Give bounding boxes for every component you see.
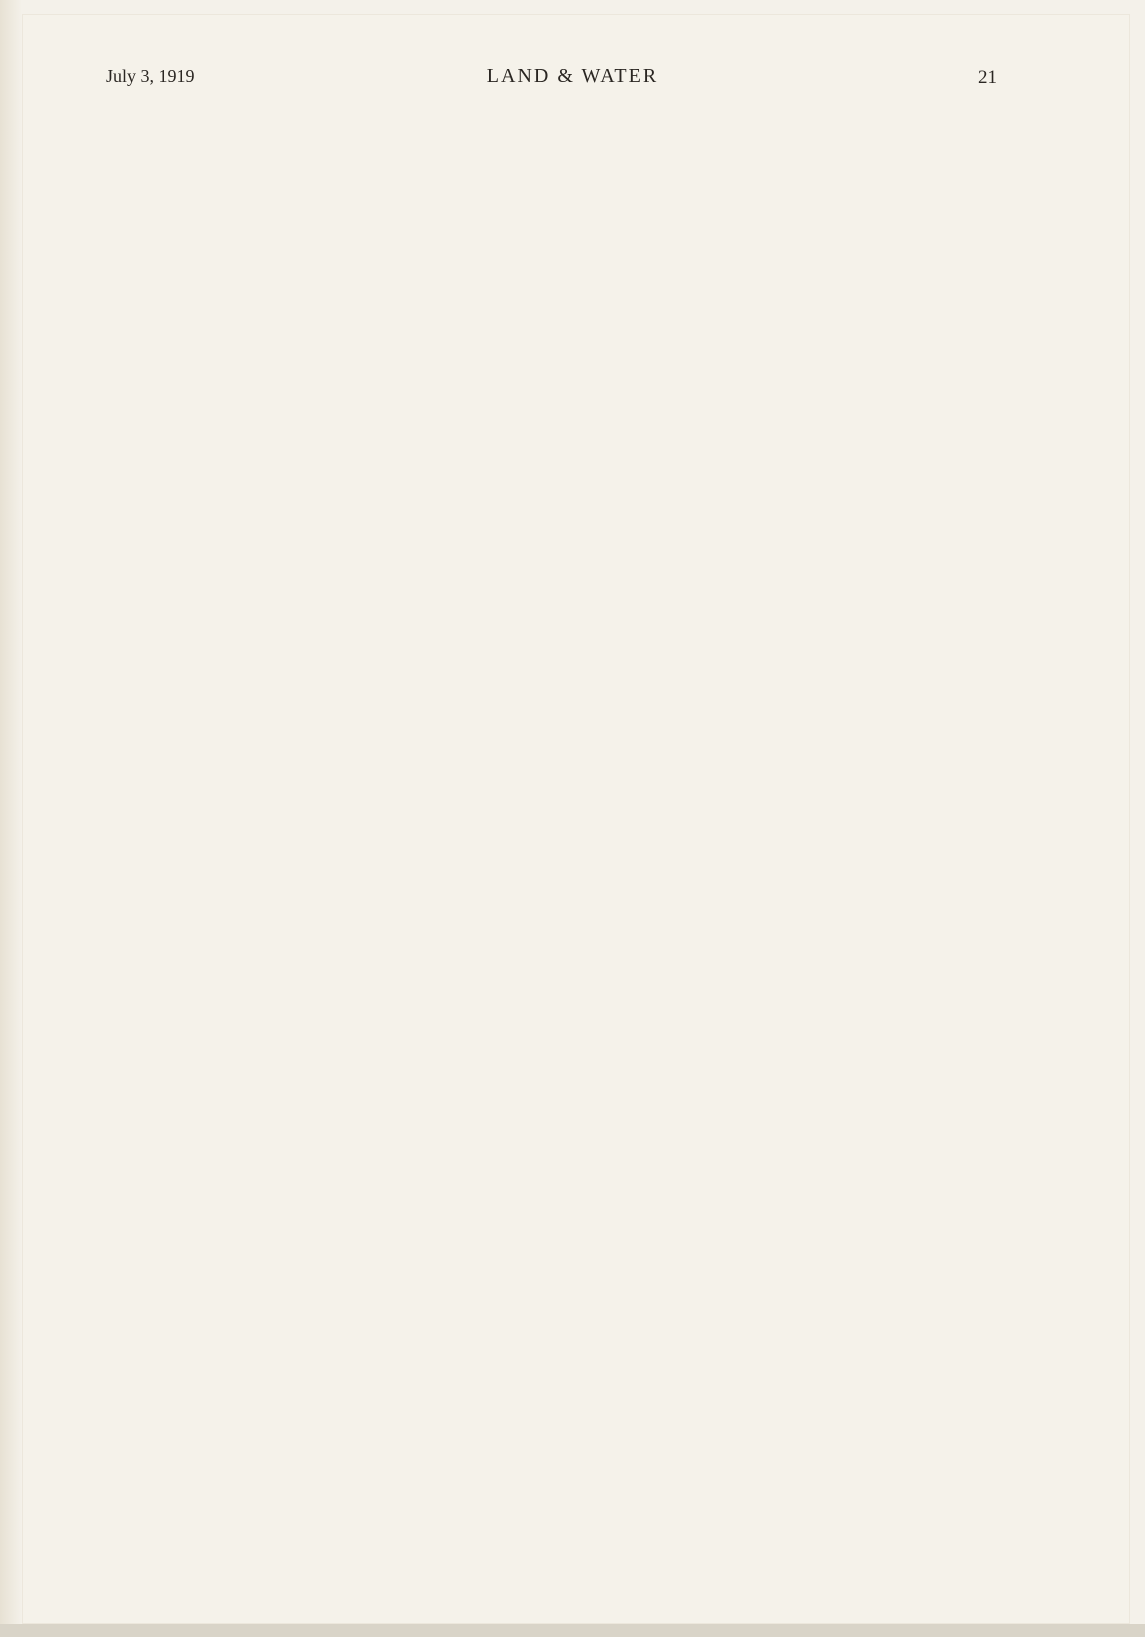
page-bottom-edge (0, 1624, 1145, 1637)
publication-title: LAND & WATER (486, 65, 659, 87)
issue-date: July 3, 1919 (106, 66, 195, 86)
magazine-page (22, 14, 1130, 1624)
page-header (0, 66, 1145, 94)
page-number: 21 (978, 67, 997, 88)
page-binding-edge (0, 0, 22, 1637)
